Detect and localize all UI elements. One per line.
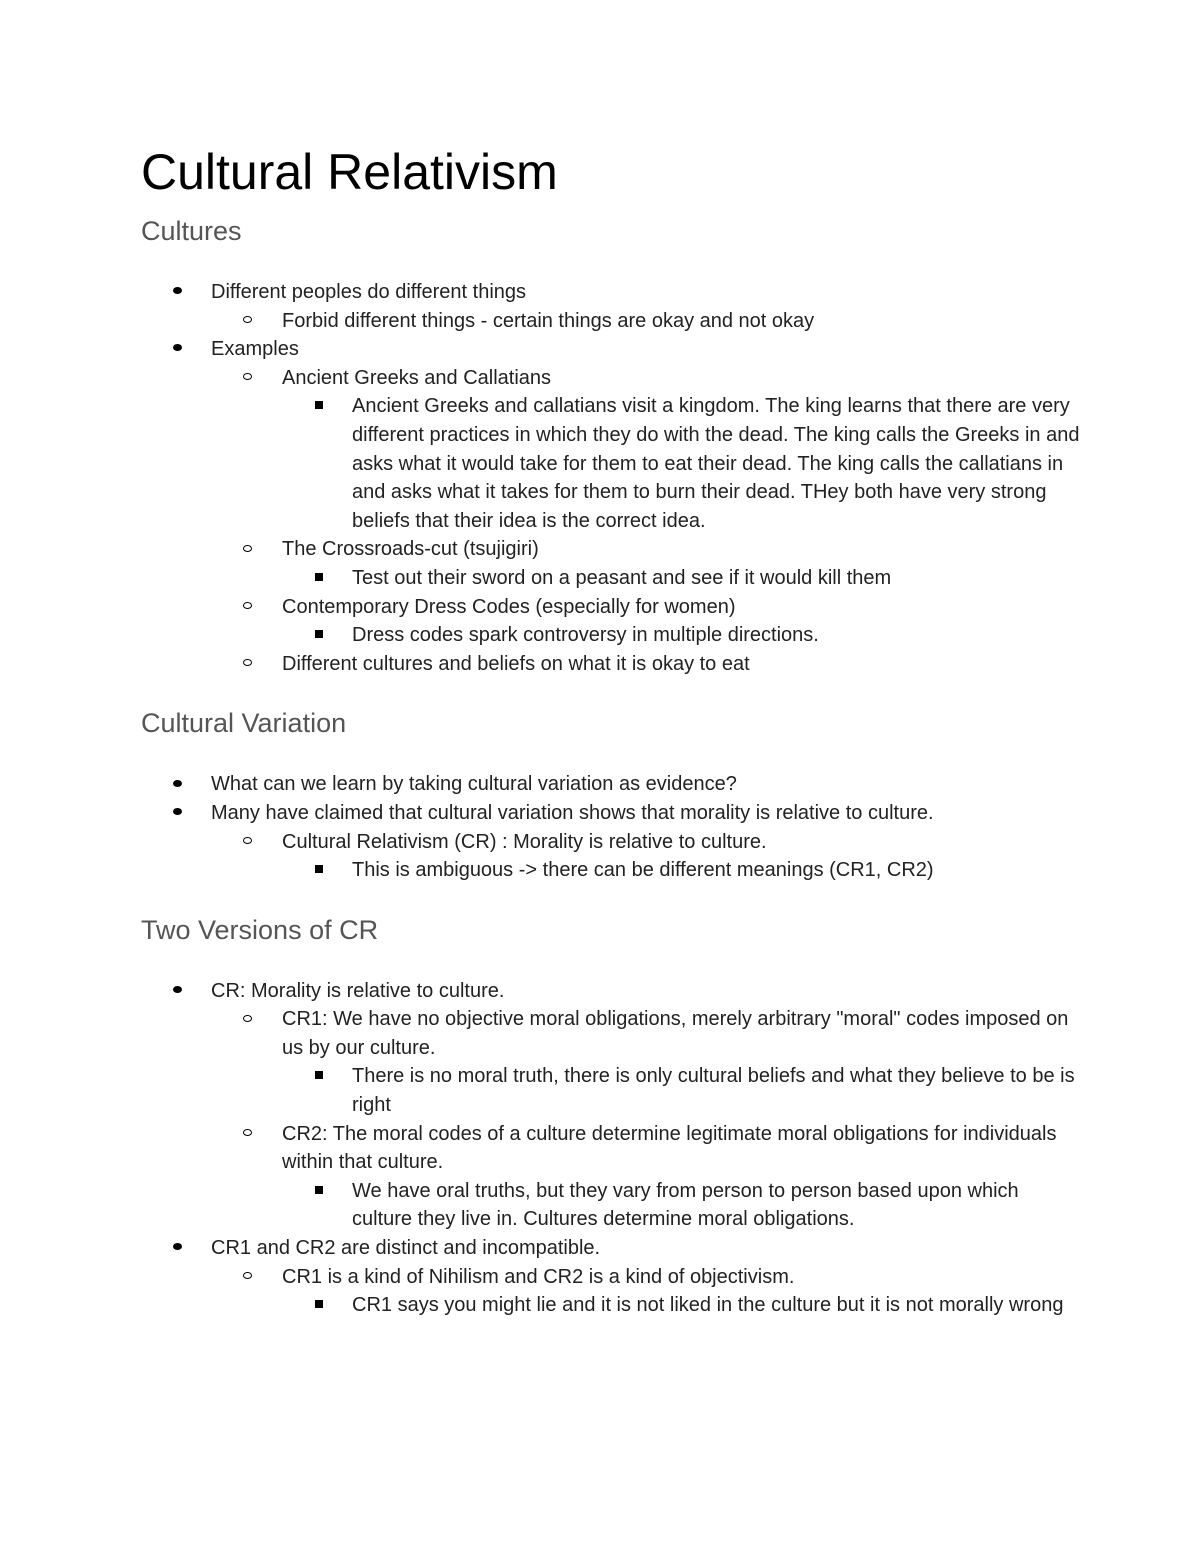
bullet-list-cultural-variation xyxy=(141,770,1081,884)
list-item: Ancient Greeks and Callatians xyxy=(141,364,1081,393)
filled-bullet-icon xyxy=(173,335,182,364)
list-item: Different cultures and beliefs on what it is okay to eat xyxy=(141,650,1081,679)
square-bullet-icon xyxy=(315,856,323,885)
list-item: Different peoples do different things xyxy=(141,278,1081,307)
square-bullet-icon xyxy=(315,1177,323,1206)
square-bullet-icon xyxy=(315,621,323,650)
list-item: We have oral truths, but they vary from person to person based upon which culture they live in. Cultures determine moral obligations. xyxy=(141,1177,1081,1234)
list-item: There is no moral truth, there is only cultural beliefs and what they believe to be is right xyxy=(141,1062,1081,1119)
hollow-bullet-icon xyxy=(243,1263,252,1292)
hollow-bullet-icon xyxy=(243,307,252,336)
list-item: Many have claimed that cultural variation shows that morality is relative to culture. xyxy=(141,799,1081,828)
square-bullet-icon xyxy=(315,1291,323,1320)
list-item: CR1 says you might lie and it is not liked in the culture but it is not morally wrong xyxy=(141,1291,1081,1320)
list-item: Dress codes spark controversy in multiple directions. xyxy=(141,621,1081,650)
list-item: Cultural Relativism (CR) : Morality is relative to culture. xyxy=(141,828,1081,857)
square-bullet-icon xyxy=(315,564,323,593)
filled-bullet-icon xyxy=(173,278,182,307)
filled-bullet-icon xyxy=(173,770,182,799)
list-item: Examples xyxy=(141,335,1081,364)
hollow-bullet-icon xyxy=(243,593,252,622)
bullet-list-two-versions xyxy=(141,977,1081,1320)
list-item: CR: Morality is relative to culture. xyxy=(141,977,1081,1006)
list-item: Forbid different things - certain things are okay and not okay xyxy=(141,307,1081,336)
filled-bullet-icon xyxy=(173,977,182,1006)
list-item: This is ambiguous -> there can be different meanings (CR1, CR2) xyxy=(141,856,1081,885)
list-item: What can we learn by taking cultural variation as evidence? xyxy=(141,770,1081,799)
list-item: The Crossroads-cut (tsujigiri) xyxy=(141,535,1081,564)
hollow-bullet-icon xyxy=(243,650,252,679)
document-page xyxy=(141,140,1081,1320)
hollow-bullet-icon xyxy=(243,1005,252,1034)
filled-bullet-icon xyxy=(173,1234,182,1263)
square-bullet-icon xyxy=(315,1062,323,1091)
hollow-bullet-icon xyxy=(243,535,252,564)
list-item: CR1 is a kind of Nihilism and CR2 is a kind of objectivism. xyxy=(141,1263,1081,1292)
hollow-bullet-icon xyxy=(243,364,252,393)
list-item: CR1 and CR2 are distinct and incompatible. xyxy=(141,1234,1081,1263)
section-heading-cultures: Cultures xyxy=(141,216,242,246)
section-heading-two-versions: Two Versions of CR xyxy=(141,914,379,945)
list-item: Test out their sword on a peasant and see if it would kill them xyxy=(141,564,1081,593)
hollow-bullet-icon xyxy=(243,828,252,857)
list-item: CR1: We have no objective moral obligations, merely arbitrary "moral" codes imposed on us by our culture. xyxy=(141,1005,1081,1062)
hollow-bullet-icon xyxy=(243,1120,252,1149)
list-item: Contemporary Dress Codes (especially for women) xyxy=(141,593,1081,622)
bullet-list-cultures xyxy=(141,278,1081,678)
filled-bullet-icon xyxy=(173,799,182,828)
section-heading-cultural-variation: Cultural Variation xyxy=(141,708,347,739)
square-bullet-icon xyxy=(315,392,323,421)
list-item: Ancient Greeks and callatians visit a kingdom. The king learns that there are very different practices in which they do with the dead. The king calls the Greeks in and asks what it would take for them to eat their dead. The king calls the callatians in and asks what it takes for them to burn their dead. THey both have very strong beliefs that their idea is the correct idea. xyxy=(141,392,1081,535)
document-title: Cultural Relativism xyxy=(141,144,558,200)
list-item: CR2: The moral codes of a culture determine legitimate moral obligations for individuals within that culture. xyxy=(141,1120,1081,1177)
